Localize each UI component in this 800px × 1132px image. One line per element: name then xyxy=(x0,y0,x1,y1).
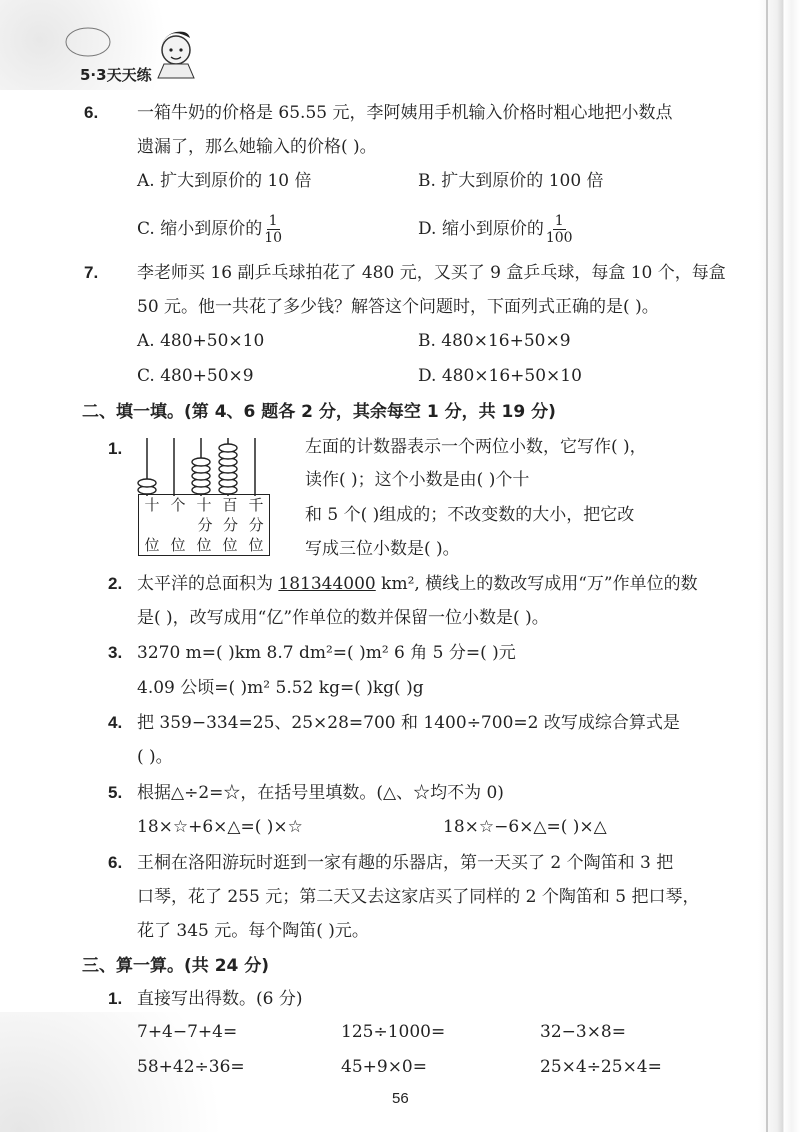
option-a: A. 扩大到原价的 10 倍 xyxy=(137,171,312,191)
question-text: 和 5 个( )组成的；不改变数的大小，把它改 xyxy=(305,505,635,525)
question-number: 1. xyxy=(108,439,123,458)
page-number: 56 xyxy=(392,1090,409,1107)
question-text: 18×☆+6×△=( )×☆ xyxy=(137,817,303,837)
question-text: 口琴，花了 255 元；第二天又去这家店买了同样的 2 个陶笛和 5 把口琴， xyxy=(137,887,700,907)
numerator: 1 xyxy=(268,213,278,229)
calc-item: 125÷1000= xyxy=(341,1022,446,1042)
abacus-label: 千 xyxy=(248,496,264,514)
question-number: 2. xyxy=(108,574,123,593)
question-text: 遗漏了，那么她输入的价格( )。 xyxy=(137,137,377,157)
abacus-label-row-top xyxy=(139,495,269,515)
calc-item: 7+4−7+4= xyxy=(137,1022,238,1042)
abacus-label: 位 xyxy=(144,536,160,554)
fraction xyxy=(264,213,282,246)
question-text xyxy=(137,572,698,596)
question-text: 3270 m=( )km 8.7 dm²=( )m² 6 角 5 分=( )元 xyxy=(137,643,516,663)
calc-item: 45+9×0= xyxy=(341,1057,427,1077)
question-number: 4. xyxy=(108,713,123,732)
question-number: 5. xyxy=(108,783,123,802)
question-text: 18×☆−6×△=( )×△ xyxy=(443,817,607,837)
denominator: 10 xyxy=(264,230,283,246)
option-a: A. 480+50×10 xyxy=(137,331,265,351)
question-text: 李老师买 16 副乒乓球拍花了 480 元，又买了 9 盒乒乓球，每盒 10 个，每盒 xyxy=(137,263,726,283)
page-edge-line xyxy=(766,0,768,1132)
question-text: 花了 345 元。每个陶笛( )元。 xyxy=(137,921,369,941)
option-c xyxy=(137,213,284,246)
denominator: 100 xyxy=(545,230,573,246)
abacus-label-row-mid xyxy=(139,515,269,535)
page-edge-shadow xyxy=(758,0,800,1132)
question-text: 读作( )；这个小数是由( )个十 xyxy=(305,470,530,490)
option-d-text: D. 缩小到原价的 xyxy=(418,219,544,239)
question-number: 1. xyxy=(108,989,123,1008)
option-c-text: C. 缩小到原价的 xyxy=(137,219,263,239)
question-text: 王桐在洛阳游玩时逛到一家有趣的乐器店，第一天买了 2 个陶笛和 3 把 xyxy=(137,853,674,873)
abacus-label: 位 xyxy=(196,536,212,554)
question-number: 6. xyxy=(108,853,123,872)
abacus-label: 位 xyxy=(170,536,186,554)
question-text: 根据△÷2=☆，在括号里填数。(△、☆均不为 0) xyxy=(137,783,504,803)
abacus-label: 百 xyxy=(222,496,238,514)
abacus-label xyxy=(144,515,160,535)
question-text: 把 359−334=25、25×28=700 和 1400÷700=2 改写成综合算式是 xyxy=(137,713,680,733)
question-number: 7. xyxy=(84,263,99,282)
question-text: 一箱牛奶的价格是 65.55 元，李阿姨用手机输入价格时粗心地把小数点 xyxy=(137,103,673,123)
abacus-label: 十 xyxy=(196,496,212,514)
abacus-label: 分 xyxy=(197,516,213,534)
abacus-label: 分 xyxy=(248,516,264,534)
abacus-label: 位 xyxy=(248,536,264,554)
question-text: 4.09 公顷=( )m² 5.52 kg=( )kg( )g xyxy=(137,678,424,698)
option-d: D. 480×16+50×10 xyxy=(418,366,582,386)
option-d xyxy=(418,213,575,246)
question-text: 直接写出得数。(6 分) xyxy=(137,989,303,1009)
question-text: 写成三位小数是( )。 xyxy=(305,539,460,559)
abacus-place-value-box xyxy=(138,494,270,556)
abacus-label: 位 xyxy=(222,536,238,554)
question-text: ( )。 xyxy=(137,747,173,767)
abacus-label: 个 xyxy=(170,496,186,514)
calc-item: 58+42÷36= xyxy=(137,1057,245,1077)
abacus-label-row-bottom xyxy=(139,535,269,555)
underlined-number: 181344000 xyxy=(278,574,376,594)
section-title: 二、填一填。(第 4、6 题各 2 分，其余每空 1 分，共 19 分) xyxy=(82,402,556,422)
question-text: 50 元。他一共花了多少钱？解答这个问题时，下面列式正确的是( )。 xyxy=(137,297,659,317)
question-text-part: 太平洋的总面积为 xyxy=(137,574,279,594)
question-number: 3. xyxy=(108,643,123,662)
abacus-label: 分 xyxy=(223,516,239,534)
calc-item: 32−3×8= xyxy=(540,1022,626,1042)
question-text: 是( )，改写成用“亿”作单位的数并保留一位小数是( )。 xyxy=(137,608,549,628)
question-number: 6. xyxy=(84,103,99,122)
option-c: C. 480+50×9 xyxy=(137,366,254,386)
section-title: 三、算一算。(共 24 分) xyxy=(82,956,270,976)
abacus-label: 十 xyxy=(144,496,160,514)
option-b: B. 扩大到原价的 100 倍 xyxy=(418,171,604,191)
numerator: 1 xyxy=(554,213,564,229)
question-text-part: km², 横线上的数改写成用“万”作单位的数 xyxy=(375,574,698,594)
brand-title: 5·3天天练 xyxy=(80,66,152,84)
fraction xyxy=(546,213,573,246)
option-b: B. 480×16+50×9 xyxy=(418,331,571,351)
question-text: 左面的计数器表示一个两位小数，它写作( )， xyxy=(305,437,647,457)
abacus-label xyxy=(171,515,187,535)
calc-item: 25×4÷25×4= xyxy=(540,1057,662,1077)
